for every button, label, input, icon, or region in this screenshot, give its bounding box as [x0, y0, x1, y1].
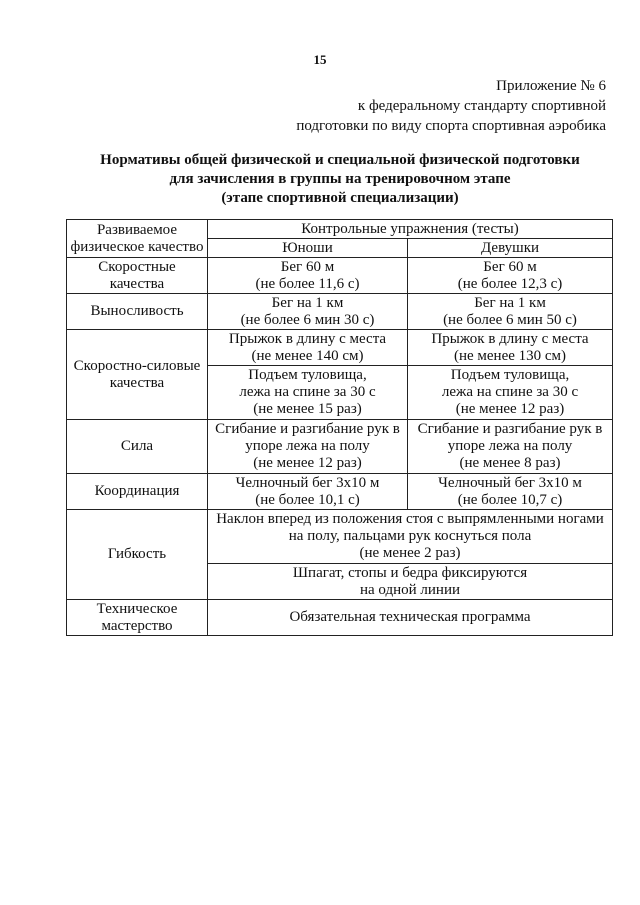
cell-text-line: Бег на 1 км	[474, 294, 546, 311]
cell-text-line: Координация	[94, 483, 180, 499]
boys-norm-cell	[208, 474, 408, 510]
cell-text-line: упоре лежа на полу	[245, 438, 370, 454]
cell-text-line: Обязательная техническая программа	[289, 609, 531, 625]
cell-text-line: Челночный бег 3x10 м	[235, 474, 380, 491]
cell-text-line: Гибкость	[107, 546, 167, 562]
cell-text-line: Бег на 1 км	[271, 294, 344, 311]
cell-text-line: (не более 10,1 с)	[255, 491, 360, 508]
title-line: (этапе спортивной специализации)	[221, 190, 459, 206]
cell-text-line: Подъем туловища,	[248, 367, 367, 383]
quality-cell	[67, 330, 208, 420]
cell-text-line: на полу, пальцами рук коснуться пола	[288, 528, 532, 544]
girls-norm-cell	[408, 420, 613, 474]
cell-text-line: лежа на спине за 30 с	[441, 384, 579, 400]
cell-text-line: на одной линии	[359, 581, 461, 598]
boys-norm-cell	[208, 294, 408, 330]
header-girls-cell: Девушки	[408, 239, 613, 258]
cell-text-line: (не менее 12 раз)	[253, 455, 362, 471]
quality-cell	[67, 600, 208, 636]
girls-norm-cell	[408, 258, 613, 294]
cell-text-line: Бег 60 м	[483, 258, 537, 275]
appendix-line: подготовки по виду спорта спортивная аэробика	[296, 118, 606, 134]
cell-text-line: физическое качество	[70, 238, 204, 255]
boys-norm-cell	[208, 366, 408, 420]
cell-text-line: (не менее 140 см)	[251, 347, 364, 364]
boys-norm-cell	[208, 420, 408, 474]
cell-text-line: качества	[109, 374, 165, 391]
cell-text-line: Скоростно-силовые	[73, 357, 201, 374]
girls-norm-cell	[408, 294, 613, 330]
appendix-line: к федеральному стандарту спортивной	[357, 98, 606, 114]
header-tests-cell: Контрольные упражнения (тесты)	[208, 220, 613, 239]
shared-norm-cell	[208, 510, 613, 564]
cell-text-line: Развиваемое	[96, 221, 178, 238]
cell-text-line: (не менее 2 раз)	[359, 545, 461, 561]
cell-text-line: (не менее 15 раз)	[253, 401, 362, 417]
girls-norm-cell	[408, 366, 613, 420]
quality-cell	[67, 258, 208, 294]
cell-text-line: Наклон вперед из положения стоя с выпрямленными ногами	[216, 511, 604, 527]
cell-text-line: лежа на спине за 30 с	[239, 384, 376, 400]
title-line: для зачисления в группы на тренировочном этапе	[169, 171, 511, 187]
cell-text-line: (не менее 130 см)	[453, 347, 567, 364]
appendix-line: Приложение № 6	[496, 78, 606, 94]
cell-text-line: Бег 60 м	[280, 258, 335, 275]
cell-text-line: Сгибание и разгибание рук в	[215, 421, 400, 437]
header-quality-cell	[67, 220, 208, 258]
appendix-header	[296, 76, 606, 136]
cell-text-line: Подъем туловища,	[450, 367, 570, 383]
norms-table	[66, 219, 613, 636]
cell-text-line: Шпагат, стопы и бедра фиксируются	[292, 564, 528, 581]
shared-norm-cell	[208, 600, 613, 636]
cell-text-line: Челночный бег 3x10 м	[438, 474, 582, 491]
girls-norm-cell	[408, 330, 613, 366]
cell-text-line: (не более 11,6 с)	[255, 275, 360, 292]
quality-cell	[67, 474, 208, 510]
page-number: 15	[313, 52, 327, 67]
cell-text-line: Прыжок в длину с места	[228, 330, 387, 347]
title-line: Нормативы общей физической и специальной физической подготовки	[100, 152, 580, 168]
cell-text-line: Скоростные	[98, 258, 176, 275]
cell-text-line: упоре лежа на полу	[447, 438, 573, 454]
cell-text-line: (не более 6 мин 50 с)	[443, 311, 577, 328]
boys-norm-cell	[208, 330, 408, 366]
girls-norm-cell	[408, 474, 613, 510]
cell-text-line: (не более 12,3 с)	[457, 275, 563, 292]
cell-text-line: (не более 6 мин 30 с)	[240, 311, 375, 328]
quality-cell	[67, 510, 208, 600]
quality-cell	[67, 294, 208, 330]
cell-text-line: (не более 10,7 с)	[457, 491, 563, 508]
cell-text-line: Выносливость	[90, 303, 184, 319]
boys-norm-cell	[208, 258, 408, 294]
cell-text-line: качества	[109, 275, 165, 292]
cell-text-line: Сила	[120, 438, 154, 454]
shared-norm-cell	[208, 564, 613, 600]
document-title	[60, 151, 620, 208]
cell-text-line: Прыжок в длину с места	[431, 330, 589, 347]
cell-text-line: (не менее 12 раз)	[455, 401, 565, 417]
cell-text-line: Техническое	[96, 600, 178, 617]
cell-text-line: мастерство	[101, 617, 173, 634]
quality-cell	[67, 420, 208, 474]
header-boys-cell: Юноши	[208, 239, 408, 258]
cell-text-line: Сгибание и разгибание рук в	[417, 421, 603, 437]
cell-text-line: (не менее 8 раз)	[459, 455, 561, 471]
